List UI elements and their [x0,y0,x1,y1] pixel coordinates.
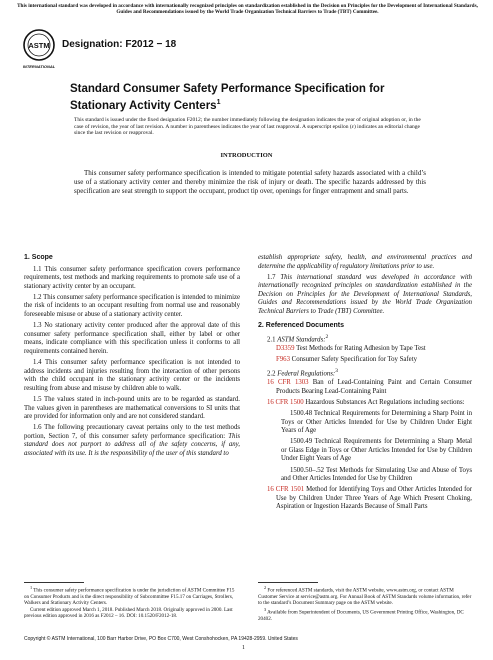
paragraph-1-6-continued: establish appropriate safety, health, and environmental practices and determine the applicability of regulatory limitations prior to use. [258,254,472,270]
right-column [258,254,472,514]
footnote-3-marker: 3 [264,607,267,613]
ref-cfr-1501-title: Method for Identifying Toys and Other Articles Intended for Use by Children Under Three Years of Age Which Present Choking, Aspiration or Ingestion Hazards Because of Small Parts [276,486,472,511]
federal-regulations-title: Federal Regulations: [277,370,336,378]
svg-text:INTERNATIONAL: INTERNATIONAL [22,64,56,69]
tbt-notice: This international standard was developed in accordance with internationally recognized principles on standardization established in the Decision on Principles for the Development of International Standards, Guides and Recommendations issued by the World Trade Organization Technical Barriers to Trade (TBT) Committee. [17,3,478,16]
footnote-1-text: This consumer safety performance specification is under the jurisdiction of ASTM Committee F15 on Consumer Products and is the direct responsibility of Subcommittee F15.17 on Carriages, Strollers, Walkers and Stationary Activity Centers. [24,587,235,606]
referenced-documents-heading: 2. Referenced Documents [258,321,344,329]
footnote-1 [24,585,240,606]
scope-heading: 1. Scope [24,254,53,261]
paragraph-1-7 [258,274,472,317]
title-text: Standard Consumer Safety Performance Specification for Stationary Activity Centers [70,83,385,112]
ref-f963-link[interactable]: F963 [276,356,290,364]
astm-standards-footnote-ref: 2 [325,334,329,341]
introduction-text: This consumer safety performance specification is intended to mitigate potential safety hazards associated with a child’s use of a stationary activity center and thereby minimize the risk of injury or death. The specific hazards addressed by this specification are seat strength to support the occupant, product tip over, openings for finger entrapment and small parts. [74,169,426,195]
footnote-2-marker: 2 [264,585,267,590]
astm-standards-label [258,333,472,345]
footnote-rule-left [24,582,84,583]
astm-logo [22,28,56,72]
federal-regulations-label [258,367,472,379]
page-number: 1 [242,645,245,651]
copyright: Copyright © ASTM International, 100 Barr Harbor Drive, PO Box C700, West Conshohocken, PA 19428-2959. United States [24,636,298,642]
designation: Designation: F2012 − 18 [62,39,177,50]
footnote-1-marker: 1 [30,585,33,590]
astm-standards-number: 2.1 [267,336,278,344]
paragraph-1-7-number: 1.7 [267,273,281,281]
ref-d3359 [258,345,472,354]
footnote-3 [258,607,472,622]
footnote-rule-right [258,582,318,583]
ref-cfr-1500-link[interactable]: 16 CFR 1500 [267,398,304,406]
federal-regulations-number: 2.2 [267,370,278,378]
astm-logo-icon [22,28,56,72]
title-footnote-ref: 1 [216,99,221,106]
paragraph-1-7-text: This international standard was developed in accordance with internationally recognized principles on standardization established in the Decision on Principles for the Development of International Standards, Guides and Recommendations issued by the World Trade Organization Technical Barriers to Trade (TBT) Committee. [258,273,473,316]
paragraph-1-6 [24,424,240,458]
footnote-3-text: Available from Superintendent of Documents, US Government Printing Office, Washington, DC 20402. [258,609,464,622]
standard-note: This standard is issued under the fixed designation F2012; the number immediately following the designation indicates the year of original adoption or, in the case of revision, the year of last revision. A number in parentheses indicates the year of last reapproval. A superscript epsilon (ε) indicates an editorial change since the last revision or reapproval. [74,117,421,136]
footnote-2 [258,585,472,606]
ref-f963-title: Consumer Safety Specification for Toy Safety [289,356,417,364]
federal-regulations-footnote-ref: 3 [335,368,338,375]
introduction-heading: INTRODUCTION [220,152,273,159]
svg-text:ASTM: ASTM [28,41,50,50]
ref-d3359-title: Test Methods for Rating Adhesion by Tape Test [294,345,426,353]
ref-cfr-1500 [258,399,472,408]
ref-f963 [258,356,472,365]
footnote-1-edition [24,607,240,619]
footnotes-left [24,585,240,621]
ref-1500-50-52: 1500.50–.52 Test Methods for Simulating Use and Abuse of Toys and Other Articles Intended for Use by Children [281,466,472,483]
ref-cfr-1501-link[interactable]: 16 CFR 1501 [267,486,305,494]
astm-standards-title: ASTM Standards: [277,336,326,344]
footnote-1-edition-text: Current edition approved March 1, 2018. Published March 2018. Originally approved in 2000. Last previous edition approved in 2016 as F2012 – 16. DOI: 10.1520/F2012-18. [24,607,233,620]
document-title [70,82,410,113]
ref-cfr-1303-link[interactable]: 16 CFR 1303 [267,379,309,387]
ref-1500-48: 1500.48 Technical Requirements for Determining a Sharp Point in Toys or Other Articles Intended for Use by Children Under Eight Years of Age [281,409,472,435]
paragraph-1-2: 1.2 This consumer safety performance specification is intended to minimize the risk of incidents to an occupant resulting from normal use and reasonably foreseeable misuse or abuse of a stationary activity center. [24,293,240,319]
paragraph-1-5: 1.5 The values stated in inch-pound units are to be regarded as standard. The values given in parentheses are mathematical conversions to SI units that are provided for information only and are not considered standard. [24,395,240,421]
ref-cfr-1303 [258,379,472,396]
ref-cfr-1303-title: Ban of Lead-Containing Paint and Certain Consumer Products Bearing Lead-Containing Paint [276,379,472,395]
footnote-2-text: For referenced ASTM standards, visit the ASTM website, www.astm.org, or contact ASTM Customer Service at service@astm.org. For Annual Book of ASTM Standards volume information, refer to the standard’s Document Summary page on the ASTM website. [258,587,472,606]
paragraph-1-6-caveat: This standard does not purport to address all of the safety concerns, if any, associated with its use. It is the responsibility of the user of this standard to [24,432,240,457]
ref-1500-49: 1500.49 Technical Requirements for Determining a Sharp Metal or Glass Edge in Toys or Other Articles Intended for Use by Children Under Eight Years of Age [281,438,472,463]
paragraph-1-6-text: 1.6 The following precautionary caveat pertains only to the test methods portion, Section 7, of this consumer safety performance specification: [24,424,240,440]
paragraph-1-3: 1.3 No stationary activity center produced after the approval date of this consumer safety performance specification shall, either by label or other means, indicate compliance with this specification unless it conforms to all requirements contained herein. [24,322,240,355]
ref-cfr-1500-title: Hazardous Substances Act Regulations including sections: [303,398,465,406]
paragraph-1-4: 1.4 This consumer safety performance specification is not intended to address incidents and injuries resulting from the interaction of other persons with the child occupant in the stationary activity center or the incidents resulting from abuse and misuse by children able to walk. [24,359,240,392]
paragraph-1-1: 1.1 This consumer safety performance specification covers performance requirements, test methods and marking requirements to promote safe use of a stationary activity center by an occupant. [24,265,240,290]
ref-d3359-link[interactable]: D3359 [276,345,295,353]
footnotes-right [258,585,472,623]
ref-cfr-1501 [258,486,472,512]
left-column [24,254,240,461]
